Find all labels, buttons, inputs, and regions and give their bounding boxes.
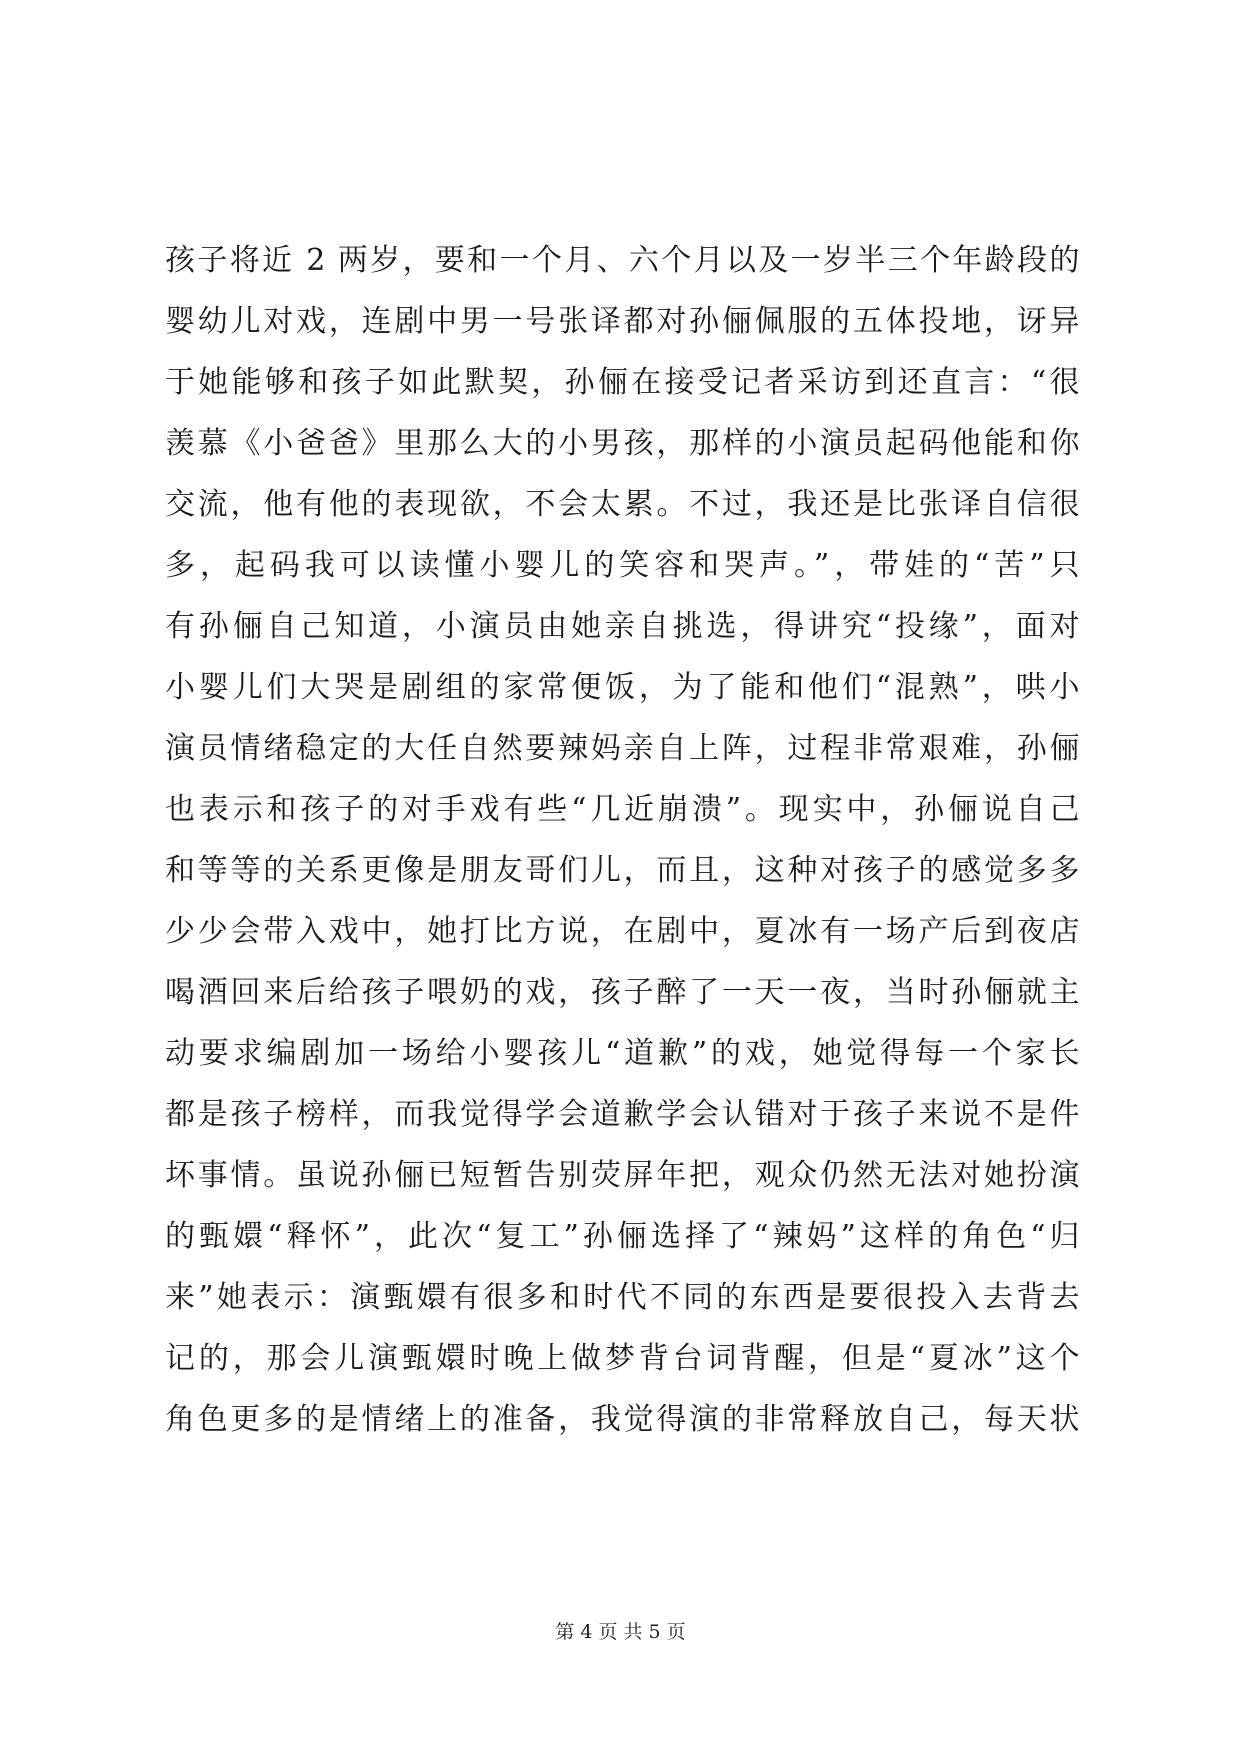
text-line: 多，起码我可以读懂小婴儿的笑容和哭声。”，带娃的“苦”只 xyxy=(165,548,1080,583)
text-line: 来”她表示：演甄嬛有很多和时代不同的东西是要很投入去背去 xyxy=(165,1280,1080,1315)
text-line: 少少会带入戏中，她打比方说，在剧中，夏冰有一场产后到夜店 xyxy=(165,914,1080,949)
page-number-footer: 第 4 页 共 5 页 xyxy=(555,1621,686,1643)
text-line: 小婴儿们大哭是剧组的家常便饭，为了能和他们“混熟”，哄小 xyxy=(165,670,1080,705)
text-line: 动要求编剧加一场给小婴孩儿“道歉”的戏，她觉得每一个家长 xyxy=(165,1036,1080,1071)
body-paragraph xyxy=(165,230,1080,1450)
text-line: 演员情绪稳定的大任自然要辣妈亲自上阵，过程非常艰难，孙俪 xyxy=(165,731,1080,766)
text-line: 记的，那会儿演甄嬛时晚上做梦背台词背醒，但是“夏冰”这个 xyxy=(165,1341,1080,1376)
text-line: 有孙俪自己知道，小演员由她亲自挑选，得讲究“投缘”，面对 xyxy=(165,609,1080,644)
text-line: 喝酒回来后给孩子喂奶的戏，孩子醉了一天一夜，当时孙俪就主 xyxy=(165,975,1080,1010)
text-line: 于她能够和孩子如此默契，孙俪在接受记者采访到还直言：“很 xyxy=(165,365,1080,400)
text-line: 婴幼儿对戏，连剧中男一号张译都对孙俪佩服的五体投地，讶异 xyxy=(165,304,1080,339)
text-line: 也表示和孩子的对手戏有些“几近崩溃”。现实中，孙俪说自己 xyxy=(165,792,1080,827)
text-line: 和等等的关系更像是朋友哥们儿，而且，这种对孩子的感觉多多 xyxy=(165,853,1080,888)
text-line: 都是孩子榜样，而我觉得学会道歉学会认错对于孩子来说不是件 xyxy=(165,1097,1080,1132)
text-line: 交流，他有他的表现欲，不会太累。不过，我还是比张译自信很 xyxy=(165,487,1080,522)
text-line: 羡慕《小爸爸》里那么大的小男孩，那样的小演员起码他能和你 xyxy=(165,426,1080,461)
text-line: 的甄嬛“释怀”，此次“复工”孙俪选择了“辣妈”这样的角色“归 xyxy=(165,1219,1080,1254)
text-line: 坏事情。虽说孙俪已短暂告别荧屏年把，观众仍然无法对她扮演 xyxy=(165,1158,1080,1193)
text-line: 角色更多的是情绪上的准备，我觉得演的非常释放自己，每天状 xyxy=(165,1402,1080,1437)
text-line: 孩子将近 2 两岁，要和一个月、六个月以及一岁半三个年龄段的 xyxy=(165,243,1080,278)
